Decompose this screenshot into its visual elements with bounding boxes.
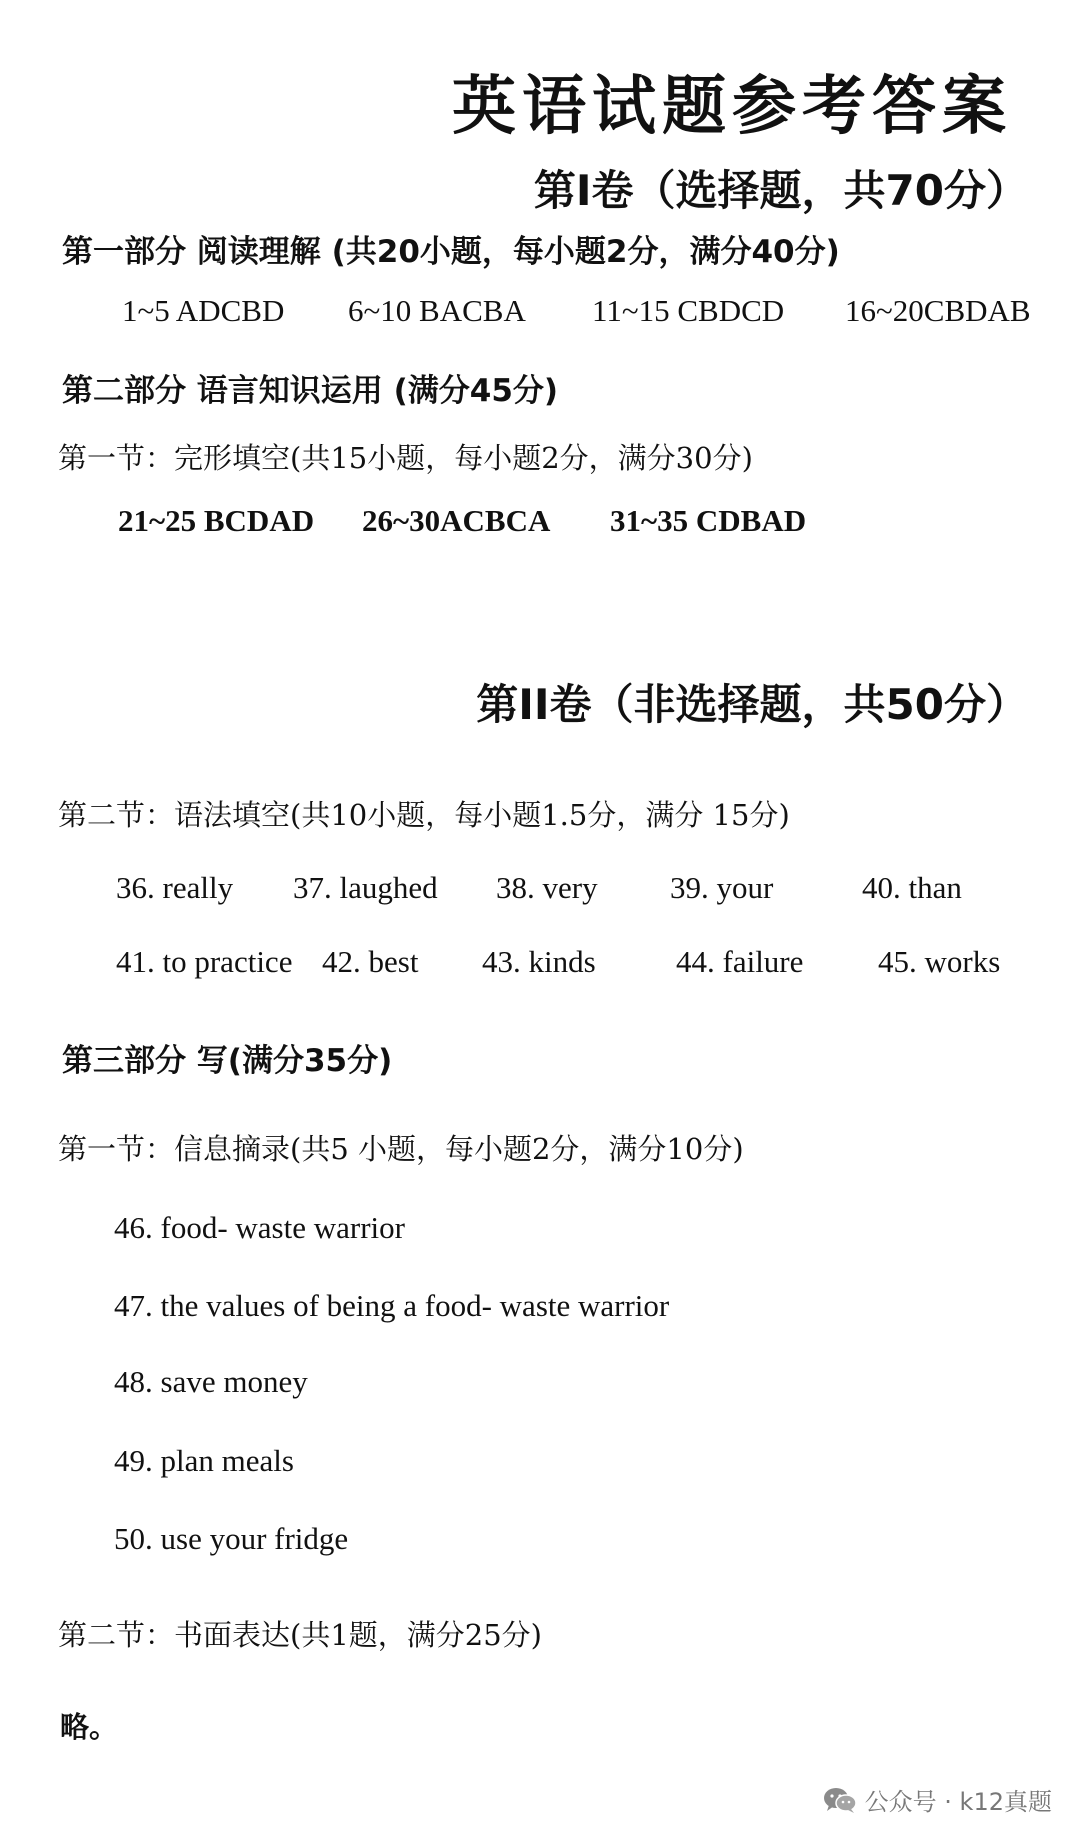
part-3-section-1-heading: 第一节：信息摘录(共5 小题，每小题2分，满分10分) <box>58 1132 744 1166</box>
answer-group: 6~10 BACBA <box>348 293 526 328</box>
answer-item: 41. to practice <box>116 944 293 979</box>
answer-item: 36. really <box>116 870 234 905</box>
part-3-section-2-heading: 第二节：书面表达(共1题，满分25分) <box>58 1618 542 1652</box>
list-item: 48. save money <box>114 1364 308 1399</box>
answer-group: 31~35 CDBAD <box>610 503 807 538</box>
answer-group: 26~30ACBCA <box>362 503 551 538</box>
part-1-answer-row <box>0 293 1080 333</box>
answer-group: 16~20CBDAB <box>845 293 1031 328</box>
volume-2-title: 第II卷（非选择题，共50分） <box>476 680 1028 729</box>
answer-item: 38. very <box>496 870 598 905</box>
part-2-heading: 第二部分 语言知识运用 (满分45分) <box>62 373 559 409</box>
omitted-note: 略。 <box>60 1710 119 1744</box>
answer-item: 45. works <box>878 944 1001 979</box>
watermark <box>823 1782 1052 1817</box>
volume-1-title: 第Ⅰ卷（选择题，共70分） <box>533 166 1028 215</box>
list-item: 50. use your fridge <box>114 1521 349 1556</box>
list-item: 47. the values of being a food- waste warrior <box>114 1288 670 1323</box>
answer-item: 42. best <box>322 944 419 979</box>
list-item: 49. plan meals <box>114 1443 294 1478</box>
answer-item: 40. than <box>862 870 962 905</box>
part-2-section-1-heading: 第一节：完形填空(共15小题，每小题2分，满分30分) <box>58 441 753 475</box>
part-3-heading: 第三部分 写(满分35分) <box>62 1043 393 1079</box>
part-2-section-2-heading: 第二节：语法填空(共10小题，每小题1.5分，满分 15分) <box>58 798 790 832</box>
page-title: 英语试题参考答案 <box>452 70 1012 144</box>
answer-group: 11~15 CBDCD <box>592 293 785 328</box>
wechat-icon <box>823 1786 857 1814</box>
part-1-heading: 第一部分 阅读理解 (共20小题，每小题2分，满分40分) <box>62 234 840 270</box>
answer-group: 21~25 BCDAD <box>118 503 315 538</box>
part-2-section-1-answer-row <box>0 503 1080 543</box>
grammar-answer-row-2 <box>0 944 1080 984</box>
answer-item: 37. laughed <box>293 870 438 905</box>
answer-item: 39. your <box>670 870 774 905</box>
watermark-text: 公众号 · k12真题 <box>864 1788 1052 1816</box>
grammar-answer-row-1 <box>0 870 1080 910</box>
answer-item: 44. failure <box>676 944 804 979</box>
list-item: 46. food- waste warrior <box>114 1210 405 1245</box>
answer-group: 1~5 ADCBD <box>122 293 285 328</box>
answer-item: 43. kinds <box>482 944 596 979</box>
